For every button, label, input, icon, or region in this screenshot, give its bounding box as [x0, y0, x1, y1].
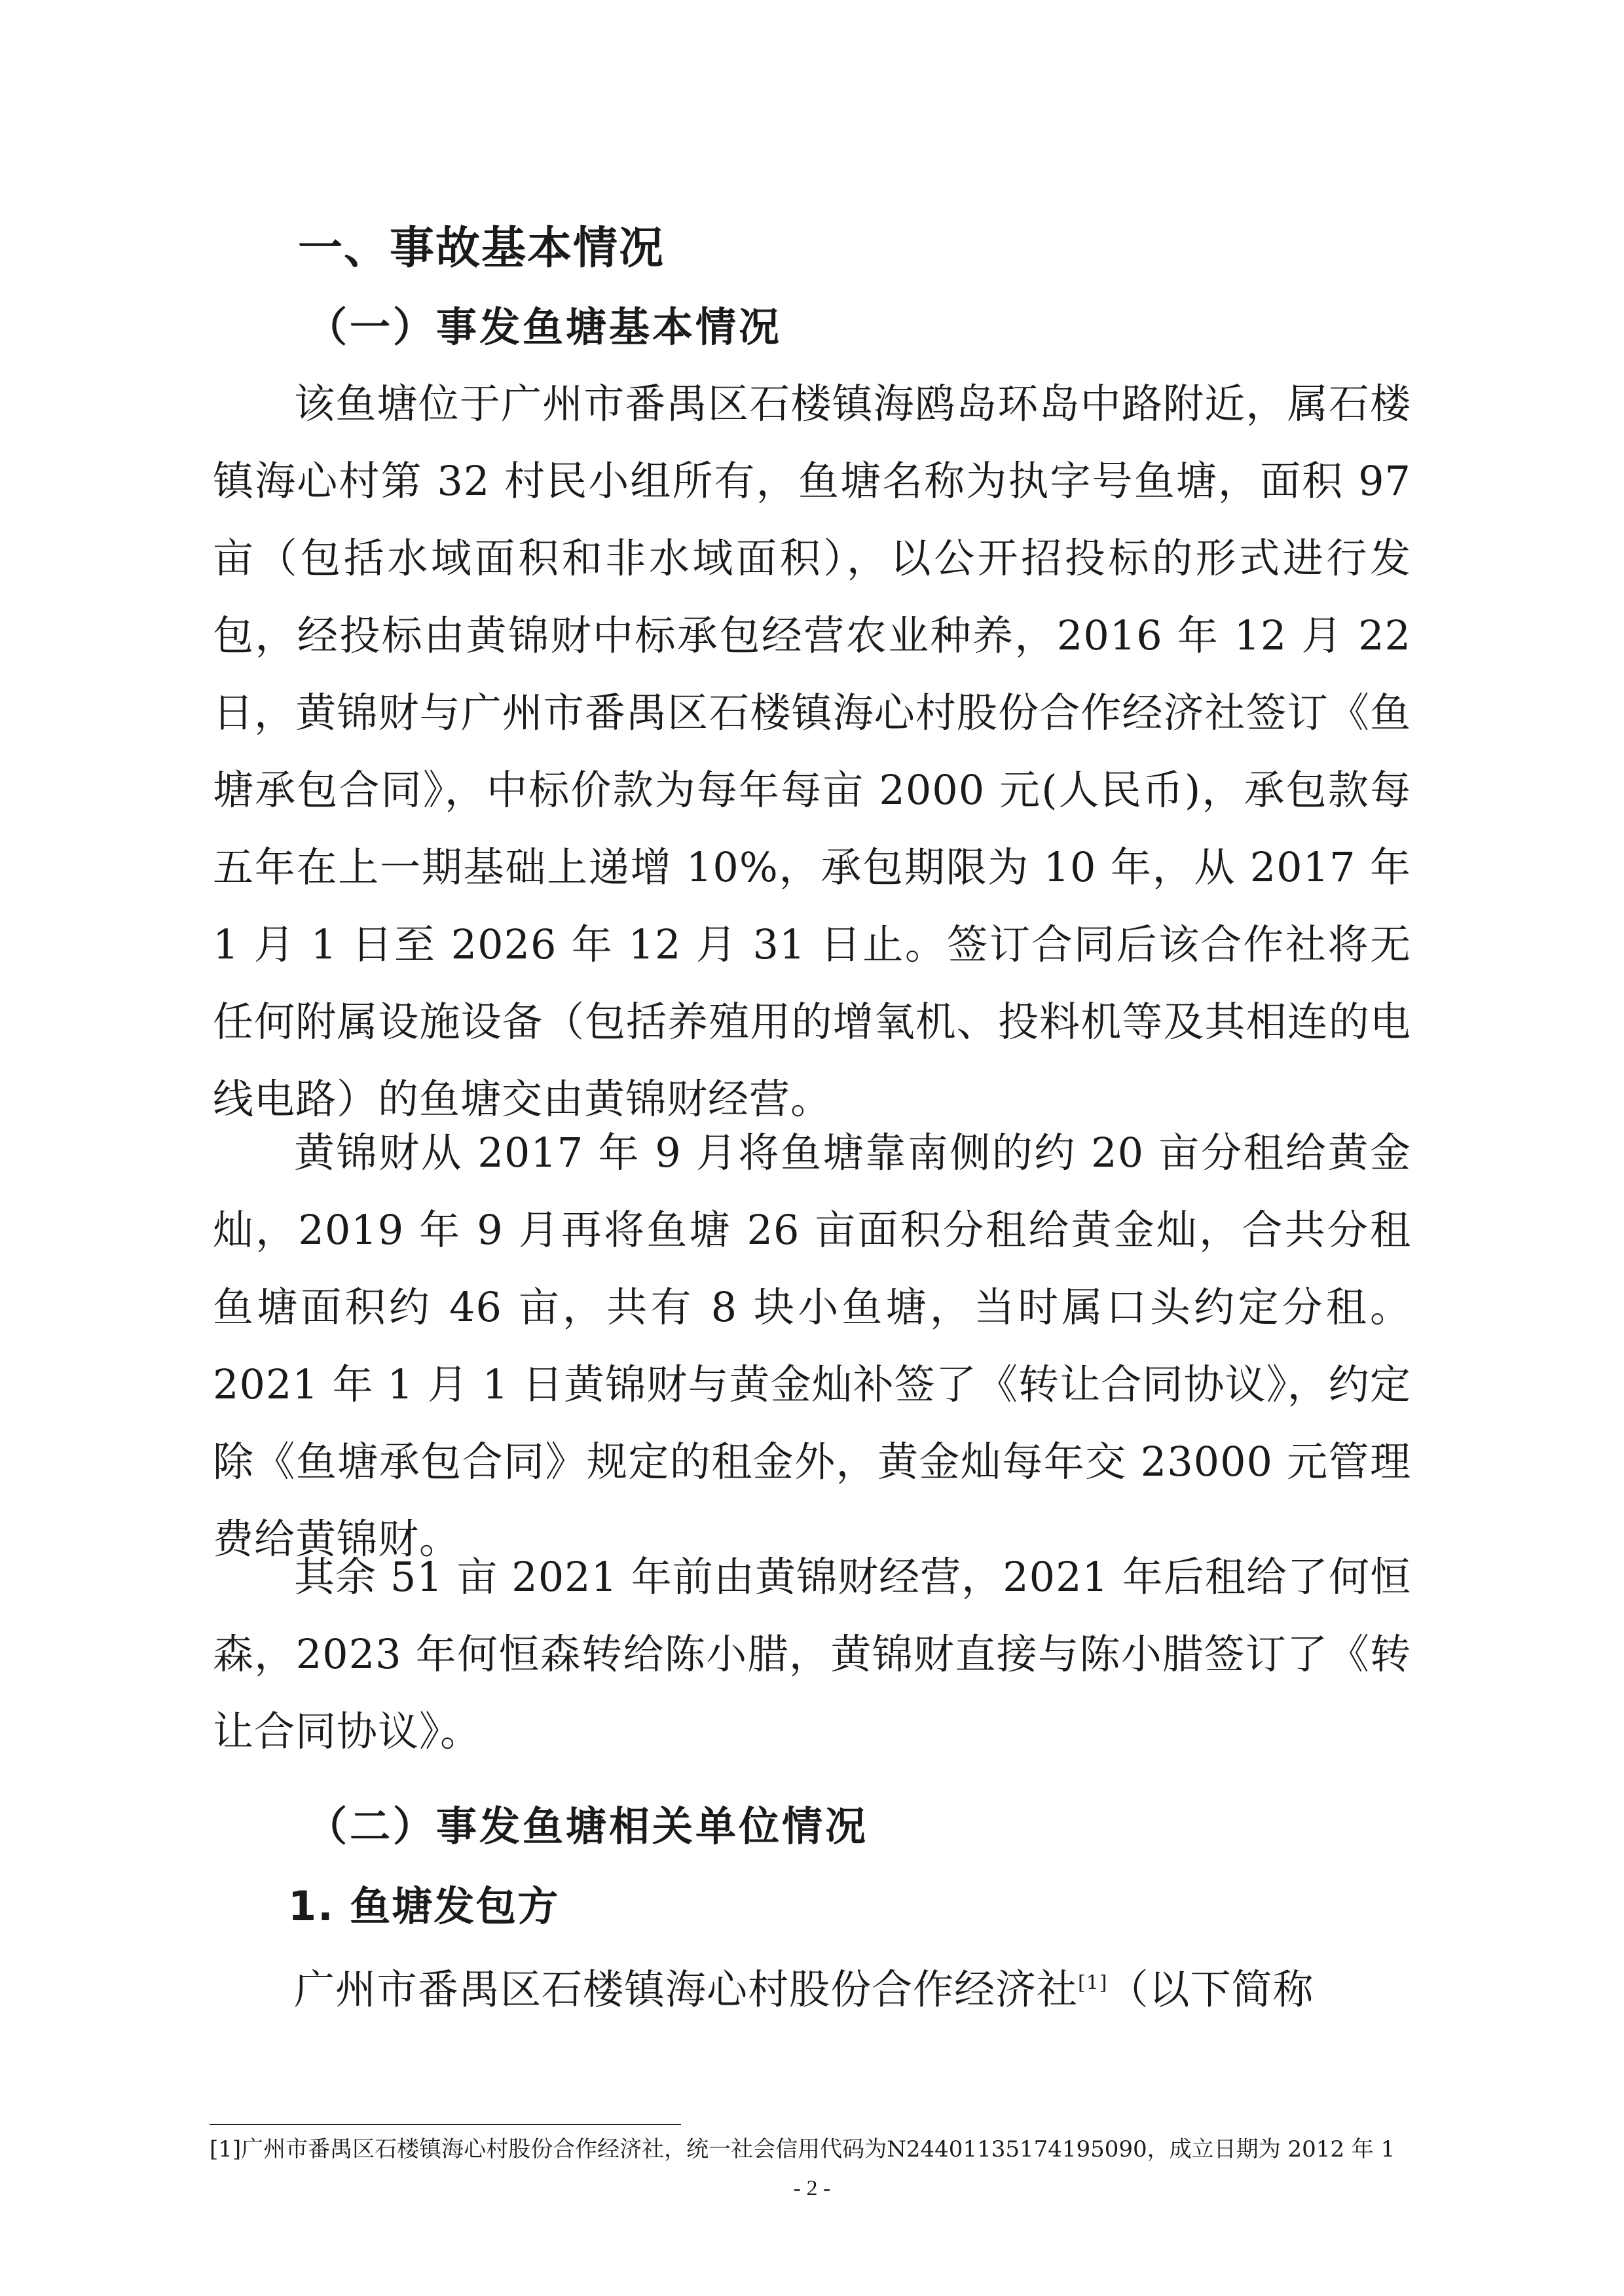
paragraph-pond-overview: 该鱼塘位于广州市番禺区石楼镇海鸥岛环岛中路附近，属石楼镇海心村第 32 村民小组所有，鱼塘名称为执字号鱼塘，面积 97 亩（包括水域面积和非水域面积），以公开招投标的形式进行发包，经投标由黄锦财中标承包经营农业种养，2016 年 12 月 22 日，黄锦财与广州市番禺区石楼镇海心村股份合作经济社签订《鱼塘承包合同》，中标价款为每年每亩 2000 元(人民币)，承包款每五年在上一期基础上递增 10%，承包期限为 10 年，从 2017 年 1 月 1 日至 2026 年 12 月 31 日止。签订合同后该合作社将无任何附属设施设备（包括养殖用的增氧机、投料机等及其相连的电线电路）的鱼塘交由黄锦财经营。 [213, 380, 1411, 1123]
paragraph-sublease: 黄锦财从 2017 年 9 月将鱼塘靠南侧的约 20 亩分租给黄金灿，2019 年 9 月再将鱼塘 26 亩面积分租给黄金灿，合共分租鱼塘面积约 46 亩，共有 8 块小鱼塘，当时属口头约定分租。2021 年 1 月 1 日黄锦财与黄金灿补签了《转让合同协议》，约定除《鱼塘承包合同》规定的租金外，黄金灿每年交 23000 元管理费给黄锦财。 [213, 1129, 1411, 1563]
paragraph-contractor [213, 1951, 1411, 2028]
section-heading-1: 一、事故基本情况 [298, 223, 665, 274]
page-number: - 2 - [793, 2176, 831, 2200]
paragraph-remaining-area: 其余 51 亩 2021 年前由黄锦财经营，2021 年后租给了何恒森，2023 年何恒森转给陈小腊，黄锦财直接与陈小腊签订了《转让合同协议》。 [213, 1553, 1411, 1755]
subsection-heading-related-units: （二）事发鱼塘相关单位情况 [306, 1802, 869, 1850]
footnote-reference[interactable]: [1] [1078, 1971, 1108, 1995]
subheading-pond-contractor: 1. 鱼塘发包方 [288, 1882, 560, 1930]
contractor-name-text: 广州市番禺区石楼镇海心村股份合作经济社 [294, 1965, 1079, 2013]
footnote-divider [210, 2124, 681, 2125]
subsection-heading-pond-info: （一）事发鱼塘基本情况 [306, 303, 783, 351]
footnote-text: [1]广州市番禺区石楼镇海心村股份合作经济社，统一社会信用代码为N24401135174195090，成立日期为 2012 年 1 [210, 2136, 1395, 2162]
contractor-tail-text: （以下简称 [1107, 1965, 1314, 2013]
